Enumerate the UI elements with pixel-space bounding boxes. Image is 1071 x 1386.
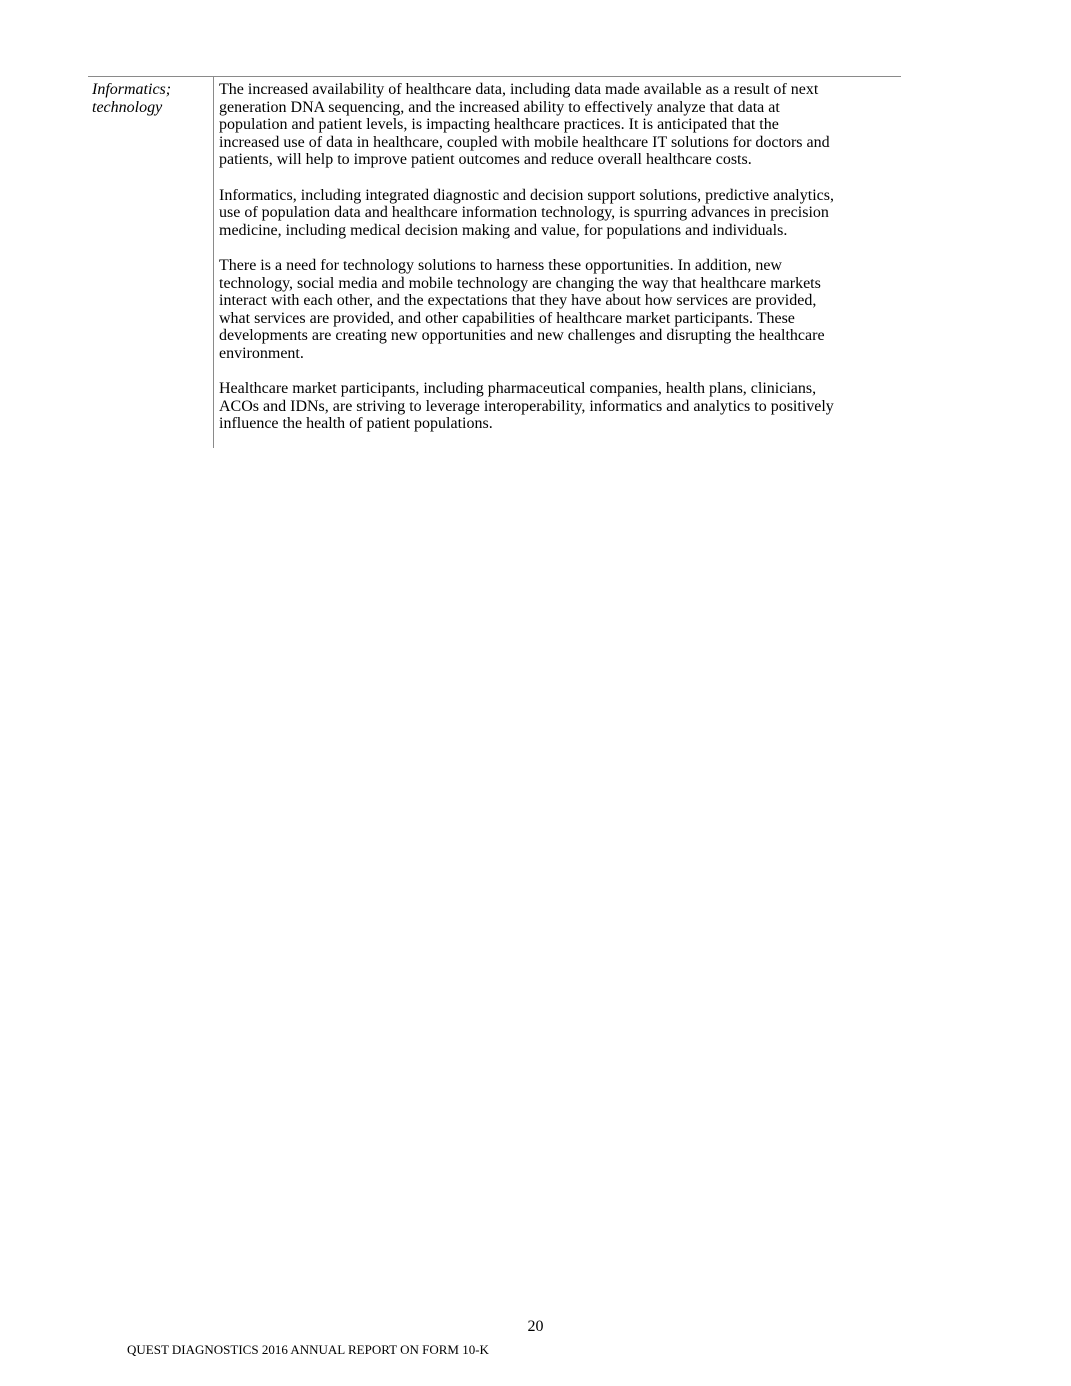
column-divider: [213, 77, 214, 448]
row-content: [219, 81, 899, 450]
text-line: The increased availability of healthcare data, including data made available as a result of next: [219, 81, 819, 98]
text-line: patients, will help to improve patient outcomes and reduce overall healthcare costs.: [219, 151, 752, 169]
text-line: Informatics, including integrated diagnostic and decision support solutions, predictive analytics,: [219, 186, 834, 204]
paragraph-informatics: [219, 187, 899, 240]
text-line: Healthcare market participants, including pharmaceutical companies, health plans, clinicians,: [219, 380, 817, 398]
row-label-line: technology: [92, 98, 163, 116]
page-number: 20: [527, 1318, 544, 1335]
paragraph-technology-solutions: [219, 257, 899, 363]
text-line: environment.: [219, 344, 304, 362]
text-line: population and patient levels, is impacting healthcare practices. It is anticipated that the: [219, 116, 779, 134]
text-line: medicine, including medical decision making and value, for populations and individuals.: [219, 221, 788, 239]
text-line: generation DNA sequencing, and the increased ability to effectively analyze that data at: [219, 98, 780, 116]
topic-table-row: [88, 76, 901, 433]
paragraph-market-participants: [219, 380, 899, 433]
text-line: developments are creating new opportunities and new challenges and disrupting the healthcare: [219, 327, 825, 345]
text-line: use of population data and healthcare information technology, is spurring advances in precision: [219, 204, 829, 222]
text-line: There is a need for technology solutions to harness these opportunities. In addition, new: [219, 256, 782, 274]
paragraph-data-availability: [219, 81, 899, 169]
text-line: technology, social media and mobile technology are changing the way that healthcare markets: [219, 274, 821, 292]
text-line: influence the health of patient populations.: [219, 415, 493, 433]
row-label-line: Informatics;: [92, 81, 172, 98]
text-line: interact with each other, and the expectations that they have about how services are provided,: [219, 292, 817, 310]
row-label: [92, 81, 207, 116]
text-line: what services are provided, and other capabilities of healthcare market participants. These: [219, 309, 795, 327]
text-line: increased use of data in healthcare, coupled with mobile healthcare IT solutions for doctors and: [219, 133, 830, 151]
footer-report-title: QUEST DIAGNOSTICS 2016 ANNUAL REPORT ON FORM 10-K: [127, 1342, 489, 1357]
text-line: ACOs and IDNs, are striving to leverage interoperability, informatics and analytics to positively: [219, 397, 834, 415]
